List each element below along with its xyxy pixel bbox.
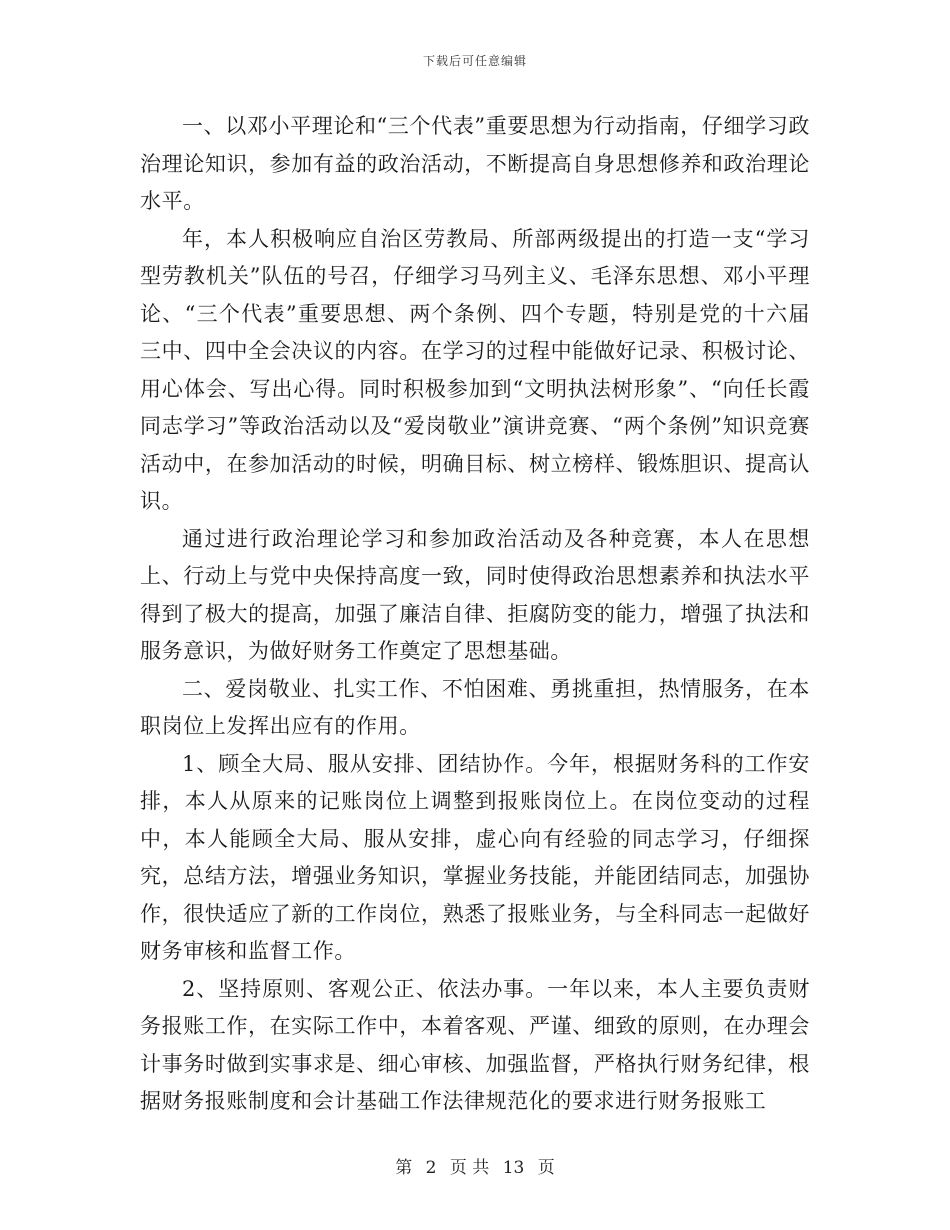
paragraph-4: 二、爱岗敬业、扎实工作、不怕困难、勇挑重担，热情服务，在本职岗位上发挥出应有的作用。	[140, 676, 810, 738]
paragraph-1: 一、以邓小平理论和“三个代表”重要思想为行动指南，仔细学习政治理论知识，参加有益的政治活动，不断提高自身思想修养和政治理论水平。	[140, 114, 810, 213]
footer-total-pages: 13	[502, 1158, 525, 1178]
paragraph-6: 2、坚持原则、客观公正、依法办事。一年以来，本人主要负责财务报账工作，在实际工作中，本着客观、严谨、细致的原则，在办理会计事务时做到实事求是、细心审核、加强监督，严格执行财务纪律，根据财务报账制度和会计基础工作法律规范化的要求进行财务报账工	[140, 976, 810, 1113]
page-header: 下载后可任意编辑	[422, 54, 527, 68]
footer-prefix: 第	[395, 1158, 413, 1178]
footer-suffix: 页	[537, 1158, 555, 1178]
footer-middle: 页 共	[449, 1158, 490, 1178]
paragraph-2: 年，本人积极响应自治区劳教局、所部两级提出的打造一支“学习型劳教机关”队伍的号召，仔细学习马列主义、毛泽东思想、邓小平理论、“三个代表”重要思想、两个条例、四个专题，特别是党的十六届三中、四中全会决议的内容。在学习的过程中能做好记录、积极讨论、用心体会、写出心得。同时积极参加到“文明执法树形象”、“向任长霞同志学习”等政治活动以及“爱岗敬业”演讲竞赛、“两个条例”知识竞赛活动中，在参加活动的时候，明确目标、树立榜样、锻炼胆识、提高认识。	[140, 226, 810, 513]
footer-page-number: 2	[425, 1158, 437, 1178]
paragraph-5: 1、顾全大局、服从安排、团结协作。今年，根据财务科的工作安排，本人从原来的记账岗位上调整到报账岗位上。在岗位变动的过程中，本人能顾全大局、服从安排，虚心向有经验的同志学习，仔细探究，总结方法，增强业务知识，掌握业务技能，并能团结同志，加强协作，很快适应了新的工作岗位，熟悉了报账业务，与全科同志一起做好财务审核和监督工作。	[140, 751, 810, 963]
document-body	[140, 108, 810, 1121]
page-footer	[0, 1153, 950, 1178]
paragraph-3: 通过进行政治理论学习和参加政治活动及各种竞赛，本人在思想上、行动上与党中央保持高度一致，同时使得政治思想素养和执法水平得到了极大的提高，加强了廉洁自律、拒腐防变的能力，增强了执法和服务意识，为做好财务工作奠定了思想基础。	[140, 526, 810, 663]
